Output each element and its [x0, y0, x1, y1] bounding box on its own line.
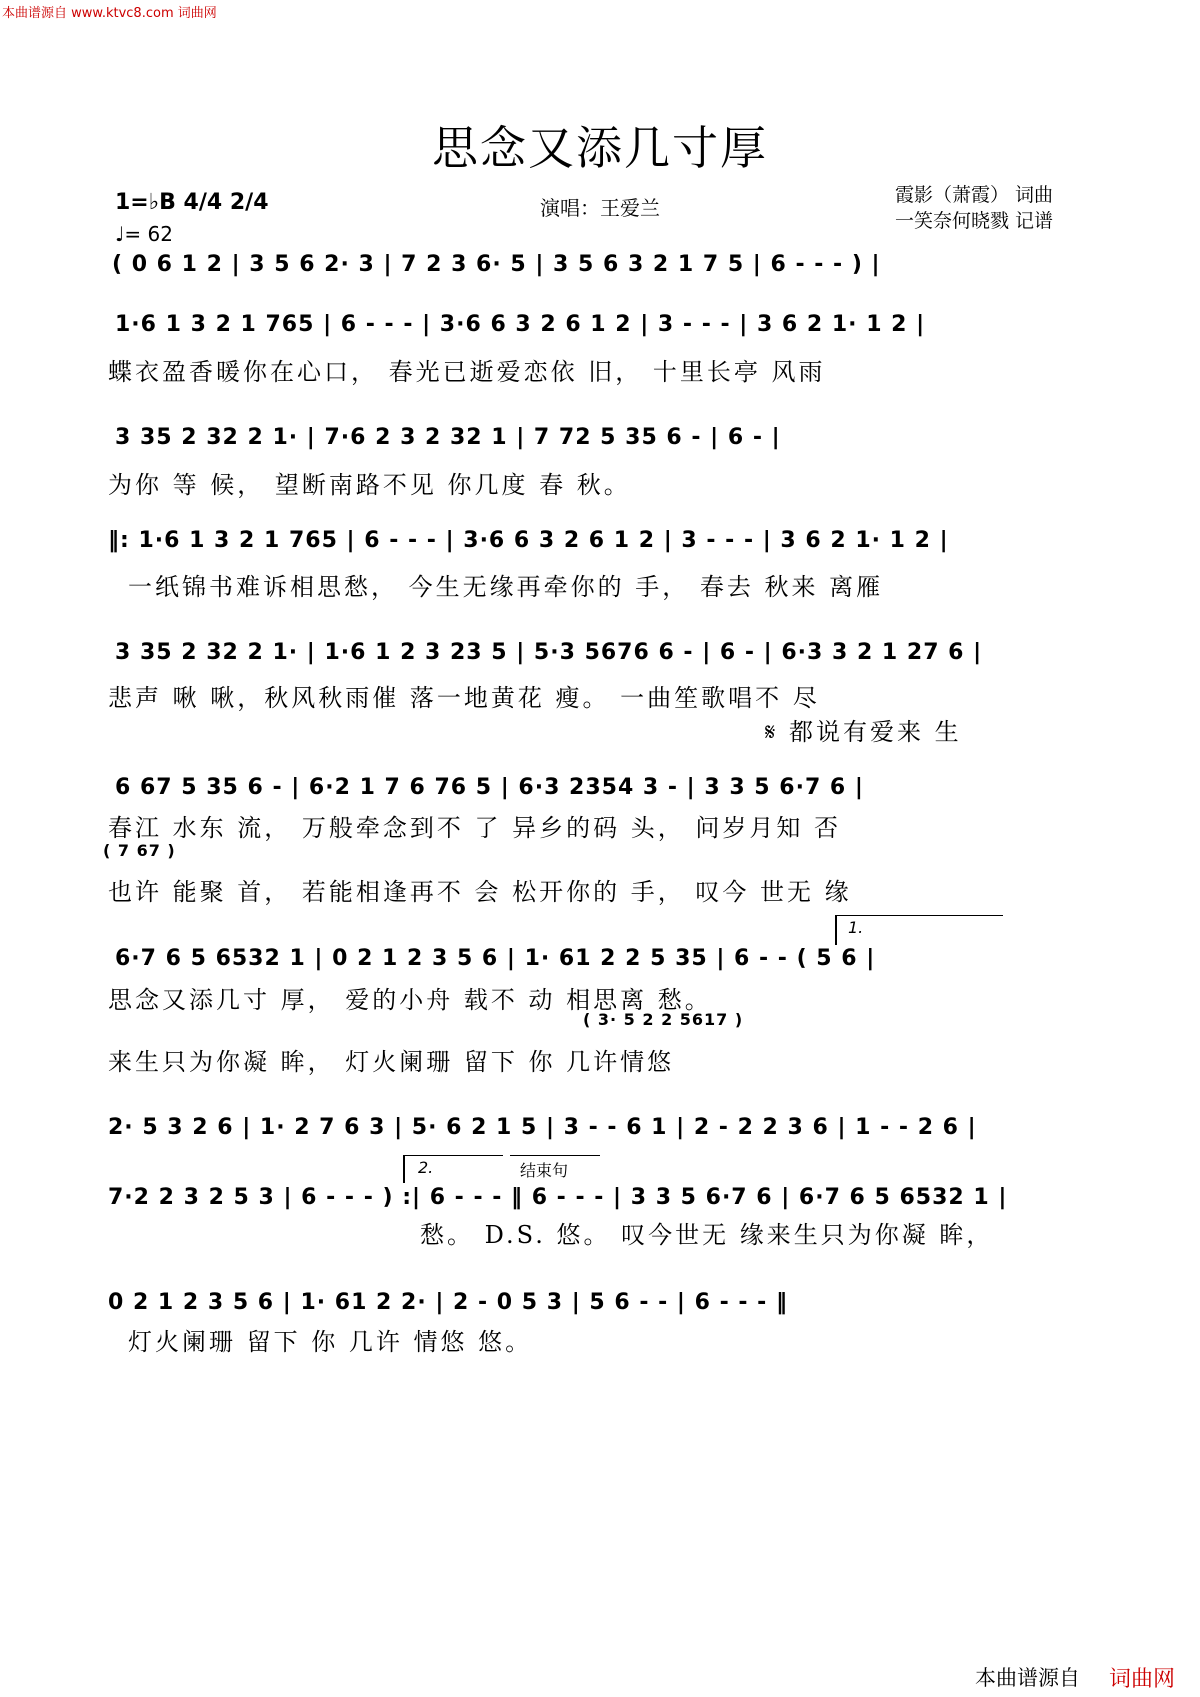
lyric-line: 灯火阑珊 留下 你 几许 情悠 悠。 — [128, 1328, 533, 1356]
lyric-line-alt: 也许 能聚 首， 若能相逢再不 会 松开你的 手， 叹今 世无 缘 — [108, 878, 852, 906]
lyric-line: 悲声 啾 啾，秋风秋雨催 落一地黄花 瘦。 一曲笙歌唱不 尽 — [108, 684, 820, 712]
score-row: ( 0 6 1 2 | 3 5 6 2· 3 | 7 2 3 6· 5 | 3 5 6 3 2 1 7 5 | 6 - - - ) | — [112, 252, 881, 277]
score-row: 3 35 2 32 2 1· | 7·6 2 3 2 32 1 | 7 72 5 35 6 - | 6 - | — [115, 425, 781, 450]
lyric-line: 思念又添几寸 厚， 爱的小舟 载不 动 相思离 愁。 — [108, 986, 712, 1014]
score-row: 6 67 5 35 6 - | 6·2 1 7 6 76 5 | 6·3 2354 3 - | 3 3 5 6·7 6 | — [115, 775, 864, 800]
lyric-line-alt: 𝄋 都说有爱来 生 — [765, 718, 962, 746]
score-row: 7·2 2 3 2 5 3 | 6 - - - ) :| 6 - - - ‖ 6 - - - | 3 3 5 6·7 6 | 6·7 6 5 6532 1 | — [108, 1185, 1008, 1210]
lyric-line: 春江 水东 流， 万般牵念到不 了 异乡的码 头， 问岁月知 否 — [108, 814, 842, 842]
score-row: 1·6 1 3 2 1 765 | 6 - - - | 3·6 6 3 2 6 1 2 | 3 - - - | 3 6 2 1· 1 2 | — [115, 312, 926, 337]
alt-notes: ( 7 67 ) — [103, 841, 176, 860]
lyric-line: 一纸锦书难诉相思愁， 今生无缘再牵你的 手， 春去 秋来 离雁 — [128, 573, 884, 601]
alt-notes: ( 3· 5 2 2 5617 ) — [583, 1010, 744, 1029]
score-row: 0 2 1 2 3 5 6 | 1· 61 2 2· | 2 - 0 5 3 | 5 6 - - | 6 - - - ‖ — [108, 1290, 788, 1315]
tempo-marking: ♩= 62 — [115, 222, 173, 246]
watermark-top: 本曲谱源自 www.ktvc8.com 词曲网 — [2, 6, 217, 21]
score-row: 6·7 6 5 6532 1 | 0 2 1 2 3 5 6 | 1· 61 2 2 5 35 | 6 - - ( 5 6 | — [115, 946, 876, 971]
coda-label: 结束句 — [520, 1161, 569, 1180]
lyric-line-alt: 来生只为你凝 眸， 灯火阑珊 留下 你 几许情悠 — [108, 1048, 675, 1076]
volta-1: 1. — [848, 918, 864, 937]
score-row: ‖: 1·6 1 3 2 1 765 | 6 - - - | 3·6 6 3 2 6 1 2 | 3 - - - | 3 6 2 1· 1 2 | — [108, 528, 949, 553]
singer-credit: 演唱：王爱兰 — [540, 196, 660, 220]
transcriber-credit: 一笑奈何晓戮 记谱 — [895, 210, 1054, 232]
lyric-line: 愁。 D.S. 悠。 叹今世无 缘来生只为你凝 眸， — [420, 1221, 994, 1249]
watermark-bottom: 本曲谱源自 — [975, 1666, 1080, 1690]
score-row: 3 35 2 32 2 1· | 1·6 1 2 3 23 5 | 5·3 5676 6 - | 6 - | 6·3 3 2 1 27 6 | — [115, 640, 983, 665]
score-row: 2· 5 3 2 6 | 1· 2 7 6 3 | 5· 6 2 1 5 | 3 - - 6 1 | 2 - 2 2 3 6 | 1 - - 2 6 | — [108, 1115, 977, 1140]
lyric-line: 蝶衣盈香暖你在心口， 春光已逝爱恋依 旧， 十里长亭 风雨 — [108, 358, 826, 386]
page-title: 思念又添几寸厚 — [432, 121, 768, 175]
watermark-bottom-site: 词曲网 — [1108, 1667, 1175, 1692]
lyricist-credit: 霞影（萧霞） 词曲 — [895, 184, 1054, 206]
volta-2: 2. — [418, 1158, 434, 1177]
key-signature: 1=♭B 4/4 2/4 — [115, 190, 269, 215]
lyric-line: 为你 等 候， 望断南路不见 你几度 春 秋。 — [108, 471, 631, 499]
